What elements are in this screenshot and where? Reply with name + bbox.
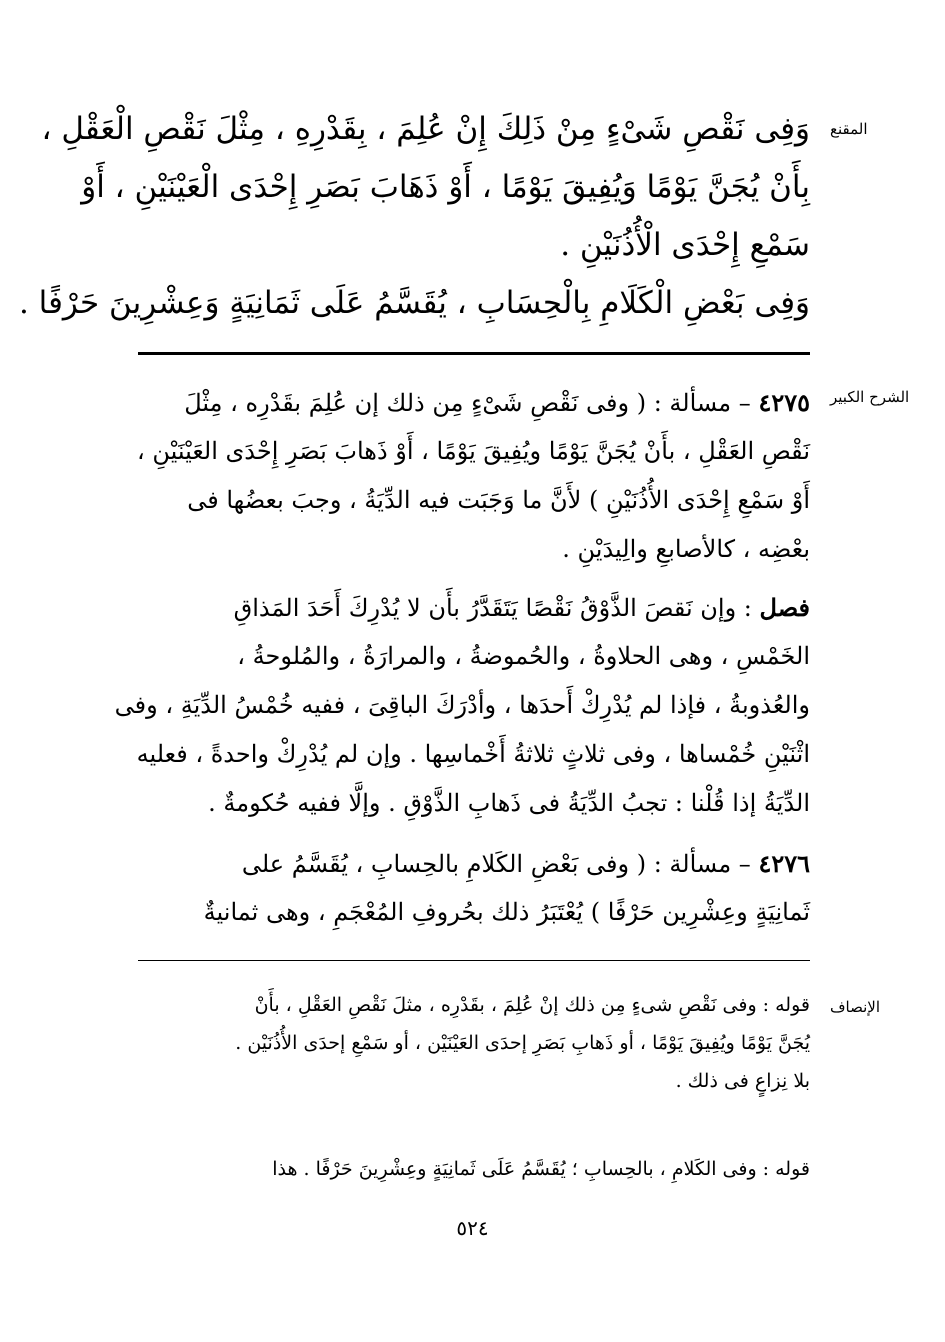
sharh-text: [138, 378, 810, 574]
muqni-line: بِأَنْ يُجَنَّ يَوْمًا وَيُفِيقَ يَوْمًا ، أَوْ ذَهَابَ بَصَرِ إِحْدَى الْعَيْنَيْنِ ، أَوْ: [81, 169, 810, 205]
section-divider: [138, 960, 810, 961]
masala-4276-first-line: [138, 839, 810, 888]
masala-number: ٤٢٧٦: [758, 849, 810, 878]
masala-text: – مسألة : ( وفى نَقْصِ شَىْءٍ مِن ذلك إن عُلِمَ بقَدْرِه ، مِثْلَ: [184, 389, 751, 417]
insaf-line: قوله : وفى نَقْصِ شىءٍ مِن ذلك إنْ عُلِمَ ، بقَدْرِه ، مثلَ نَقْصِ العَقْلِ ، بأَنْ: [254, 994, 810, 1016]
insaf-text-2: [138, 1150, 810, 1188]
masala-text: – مسألة : ( وفى بَعْضِ الكَلامِ بالحِسابِ ، يُقَسَّمُ على: [241, 850, 751, 878]
sharh-line: ثَمانِيَةٍ وعِشْرِين حَرْفًا ) يُعْتَبَرُ ذلك بحُروفِ المُعْجَمِ ، وهى ثمانيةٌ: [203, 898, 810, 926]
sharh-line: بعْضِه ، كالأصابعِ والِيدَيْنِ .: [562, 535, 810, 563]
section-label-sharh: الشرح الكبير: [830, 388, 910, 406]
muqni-text: [18, 100, 810, 332]
muqni-line: سَمْعِ إِحْدَى الْأُذُنَيْنِ .: [560, 227, 810, 263]
insaf-line: قوله : وفى الكَلامِ ، بالحِسابِ ؛ يُقَسَّمُ عَلَى ثَمانِيَةٍ وعِشْرِينَ حَرْفًا . هذا: [272, 1158, 810, 1180]
section-divider: [138, 352, 810, 355]
masala-4275-first-line: [138, 378, 810, 427]
sharh-line: اثْنَيْنِ خُمْساها ، وفى ثلاثٍ ثلاثةُ أَخْماسِها . وإن لم يُدْرِكْ واحدةً ، فعليه: [136, 740, 810, 768]
fasl-heading: فصل: [759, 593, 810, 622]
section-label-insaf: الإنصاف: [830, 998, 881, 1016]
sharh-line: الدِّيَةُ إذا قُلْنا : تجبُ الدِّيَةُ فى ذَهابِ الذَّوْقِ . وإلَّا ففيه حُكومةٌ .: [208, 789, 810, 817]
sharh-line: الخَمْسِ ، وهى الحلاوةُ ، والحُموضةُ ، والمرارَةُ ، والمُلوحةُ ،: [237, 642, 810, 670]
fasl-line-text: : وإن نَقصَ الذَّوْقُ نَقْصًا يَتَقَدَّرُ بأَن لا يُدْرِكَ أَحَدَ المَذاقِ: [233, 594, 752, 622]
muqni-line: وَفِى نَقْصِ شَىْءٍ مِنْ ذَلِكَ إِنْ عُلِمَ ، بِقَدْرِهِ ، مِثْلَ نَقْصِ الْعَقْلِ ،: [41, 111, 810, 147]
fasl-first-line: [138, 583, 810, 632]
fasl-text: [114, 583, 810, 828]
insaf-text: [138, 986, 810, 1100]
muqni-line: وَفِى بَعْضِ الْكَلَامِ بِالْحِسَابِ ، يُقَسَّمُ عَلَى ثَمَانِيَةٍ وَعِشْرِينَ حَرْفًا .: [18, 285, 810, 321]
masala-4276-text: [138, 839, 810, 937]
insaf-line: بلا نِزاعٍ فى ذلك .: [675, 1070, 810, 1092]
section-label-muqni: المقنع: [830, 120, 868, 138]
insaf-line: يُجَنَّ يَوْمًا ويُفِيقَ يَوْمًا ، أو ذَهابِ بَصَرِ إحدَى العَيْنَيْن ، أو سَمْعِ إحدَى الأُذُنَيْن .: [235, 1032, 810, 1054]
sharh-line: أَوْ سَمْعِ إِحْدَى الأُذُنَيْنِ ) لأَنَّ ما وَجَبَت فيه الدِّيَةُ ، وجبَ بعضُها فى: [187, 486, 810, 514]
page-number: ٥٢٤: [456, 1216, 489, 1240]
masala-number: ٤٢٧٥: [758, 388, 810, 417]
sharh-line: نَقْصِ العَقْلِ ، بأَنْ يُجَنَّ يَوْمًا ويُفِيقَ يَوْمًا ، أَوْ ذَهابَ بَصَرِ إِحْدَى العَيْنَيْنِ ،: [136, 437, 810, 465]
sharh-line: والعُذوبةُ ، فإذا لم يُدْرِكْ أَحدَها ، وأدْرَكَ الباقِىَ ، ففيه خُمْسُ الدِّيَةِ ، وفى: [114, 691, 810, 719]
